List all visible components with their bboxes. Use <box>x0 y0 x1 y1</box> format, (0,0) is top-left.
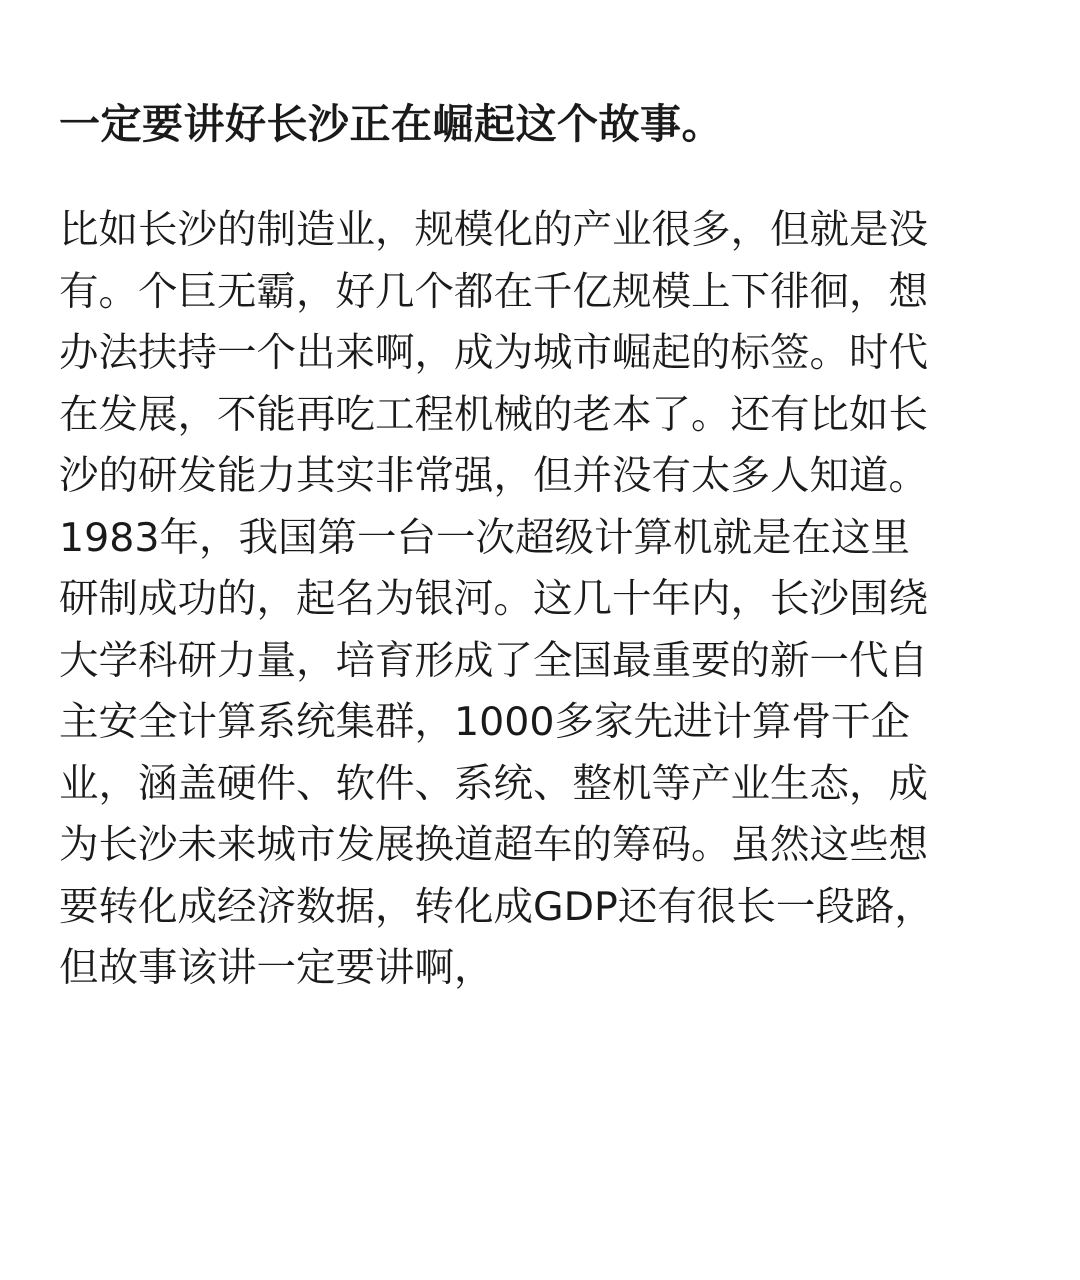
body-line: 在发展，不能再吃工程机械的老本了。还有比如长 <box>59 391 928 438</box>
body-line: 沙的研发能力其实非常强，但并没有太多人知道。 <box>59 453 928 499</box>
body-line: 大学科研力量，培育形成了全国最重要的新一代自 <box>59 637 928 684</box>
body-line: 主安全计算系统集群，1000多家先进计算骨干企 <box>59 699 911 745</box>
body-line: 办法扶持一个出来啊，成为城市崛起的标签。时代 <box>59 330 928 376</box>
note-title: 一定要讲好长沙正在崛起这个故事。 <box>59 100 723 148</box>
body-line: 为长沙未来城市发展换道超车的筹码。虽然这些想 <box>59 822 928 868</box>
body-line: 1983年，我国第一台一次超级计算机就是在这里 <box>59 514 911 561</box>
body-line: 业，涵盖硬件、软件、系统、整机等产业生态，成 <box>59 760 928 807</box>
note-content <box>59 96 1021 1000</box>
body-line: 有。个巨无霸，好几个都在千亿规模上下徘徊，想 <box>59 268 928 315</box>
note-body <box>59 200 1021 1000</box>
body-line: 要转化成经济数据，转化成GDP还有很长一段路， <box>59 883 934 930</box>
body-line: 研制成功的，起名为银河。这几十年内，长沙围绕 <box>59 576 928 622</box>
body-line: 比如长沙的制造业，规模化的产业很多，但就是没 <box>59 207 928 253</box>
body-line: 但故事该讲一定要讲啊， <box>59 945 494 991</box>
